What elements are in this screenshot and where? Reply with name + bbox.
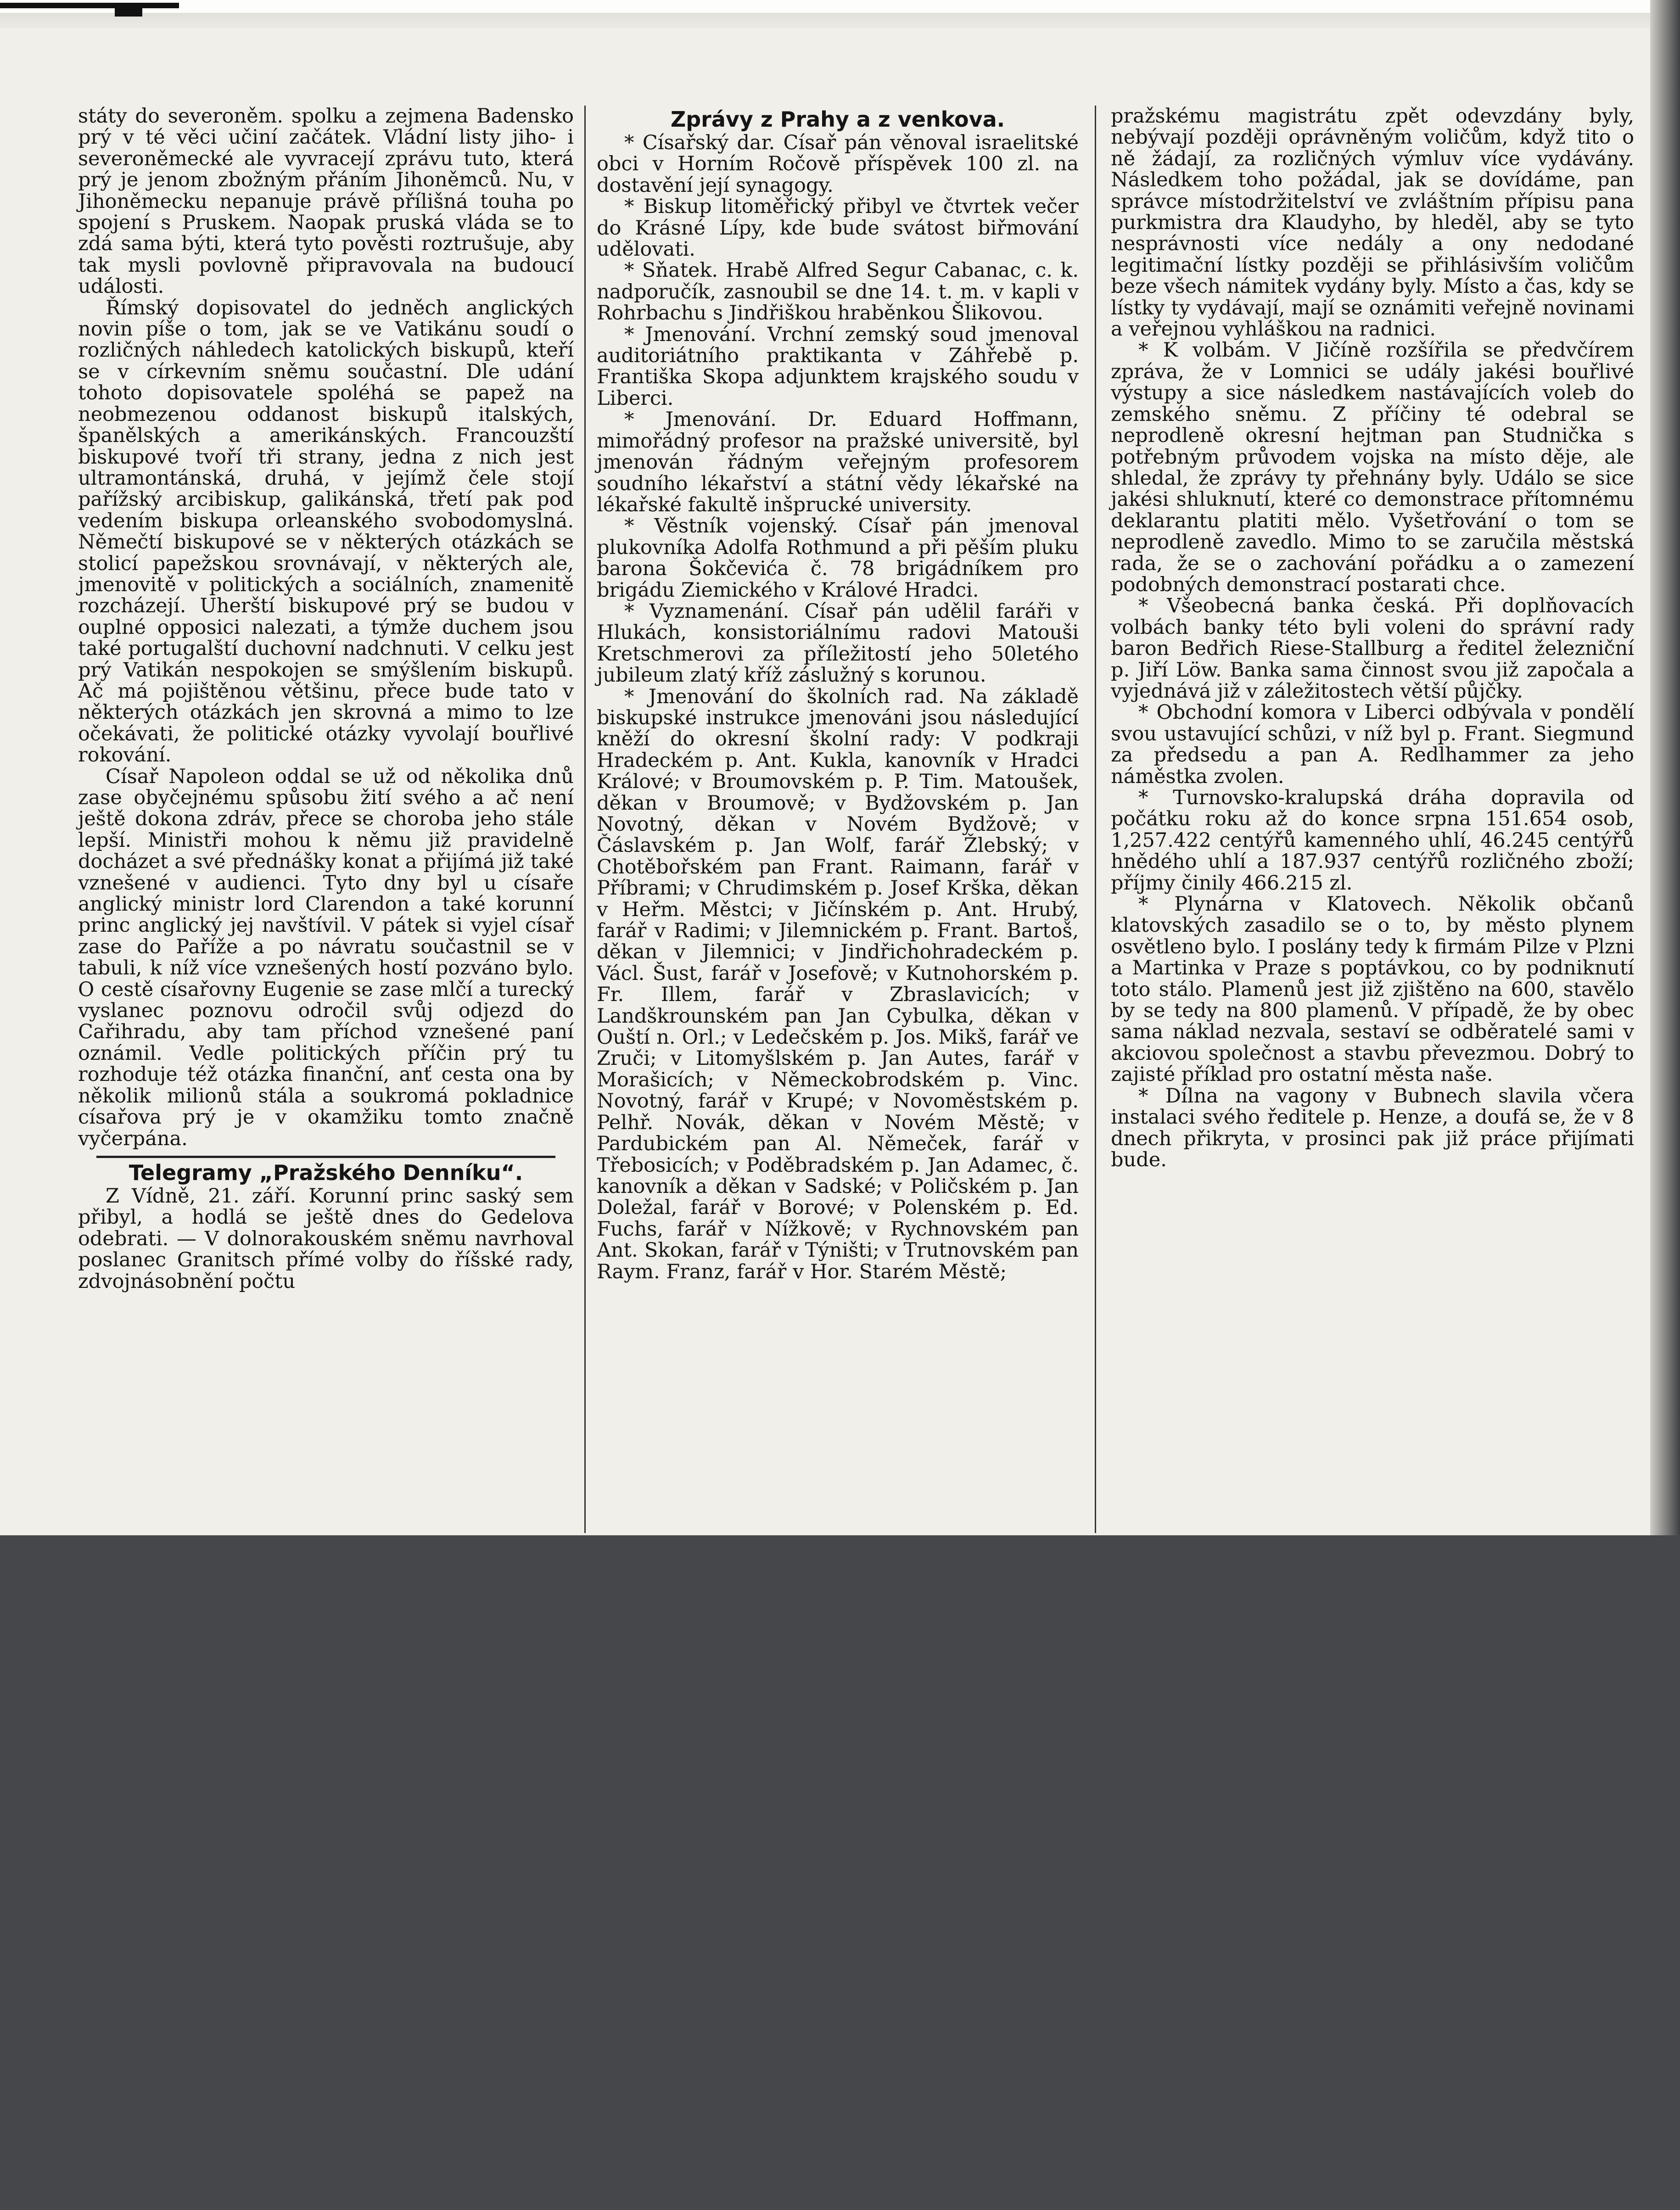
col2-item-3: * Sňatek. Hrabě Alfred Segur Cabanac, c. k. nadporučík, zasnoubil se dne 14. t. m. v kapli v Rohrbachu s Jindřiškou hraběnkou Šlikovou.	[597, 259, 1079, 325]
col2-item-2: * Biskup litoměřický přibyl ve čtvrtek večer do Krásné Lípy, kde bude svátost biřmování udělovati.	[597, 195, 1079, 261]
col2-item-6: * Věstník vojenský. Císař pán jmenoval plukovníka Adolfa Rothmund a při pěším pluku barona Šokčevića č. 78 brigádníkem pro brigádu Ziemického v Králové Hradci.	[597, 515, 1079, 602]
scan-edge-mark	[0, 3, 179, 8]
column-divider-2	[1095, 106, 1096, 1533]
col3-item-5: * Plynárna v Klatovech. Několik občanů klatovských zasadilo se o to, by město plynem osvětleno bylo. I poslány tedy k firmám Pilze v Plzni a Martinka v Praze s poptávkou, co by podniknutí toto stálo. Plamenů jest již zjištěno na 600, stavělo by se tedy na 800 plamenů. V případě, že by obec sama náklad nezvala, sestaví se odběratelé sami v akciovou společnost a stavbu převezmou. Dobrý to zajisté příklad pro ostatní města naše.	[1111, 893, 1634, 1086]
page-right-edge-shadow	[1650, 0, 1680, 1535]
col3-item-2: * Všeobecná banka česká. Při doplňovacích volbách banky této byli voleni do správní rady baron Bedřich Riese-Stallburg a ředitel železniční p. Jiří Löw. Banka sama činnost svou již započala a vyjednává již v záležitostech větší půjčky.	[1111, 594, 1634, 703]
col3-item-1: * K volbám. V Jičíně rozšířila se předvčírem zpráva, že v Lomnici se udály jakési bouřlivé výstupy a sice následkem nastávajících voleb do zemského sněmu. Z příčiny té odebral se neprodleně okresní hejtman pan Studnička s potřebným průvodem vojska na místo děje, ale shledal, že zprávy ty přehnány byly. Událo se sice jakési shluknutí, které co demonstrace přítomnému deklarantu platiti mělo. Vyšetřování o tom se neprodleně zavedlo. Mimo to se zaručila městská rada, že se o zachování pořádku a o zamezení podobných demonstrací postarati chce.	[1111, 339, 1634, 596]
news-heading: Zprávy z Prahy a z venkova.	[670, 107, 1005, 132]
col3-item-4: * Turnovsko-kralupská dráha dopravila od počátku roku až do konce srpna 151.654 osob, 1,257.422 centýřů kamenného uhlí, 46.245 centýřů hnědého uhlí a 187.937 centýřů rozličného zboží; příjmy činily 466.215 zl.	[1111, 786, 1634, 895]
column-1	[78, 106, 574, 1292]
col2-item-7: * Vyznamenání. Císař pán udělil faráři v Hlukách, konsistoriálnímu radovi Matouši Kretschmerovi za příležitostí jeho 50letého jubileum zlatý kříž záslužný s korunou.	[597, 599, 1079, 687]
scan-edge-mark-2	[115, 6, 142, 17]
col3-item-6: * Dílna na vagony v Bubnech slavila včera instalaci svého ředitele p. Henze, a doufá se, že v 8 dnech přikryta, v prosinci pak již práce přijímati bude.	[1111, 1084, 1634, 1171]
column-divider-1	[584, 106, 586, 1533]
col2-item-8: * Jmenování do školních rad. Na základě biskupské instrukce jmenováni jsou následující kněží do okresní školní rady: V podkraji Hradeckém p. Ant. Kukla, kanovník v Hradci Králové; v Broumovském p. P. Tim. Matoušek, děkan v Broumově; v Bydžovském p. Jan Novotný, děkan v Novém Bydžově; v Čáslavském p. Jan Wolf, farář Žlebský; v Chotěbořském pan Frant. Raimann, farář v Příbrami; v Chrudimském p. Josef Krška, děkan v Heřm. Městci; v Jičínském p. Ant. Hrubý, farář v Radimi; v Jilemnickém p. Frant. Bartoš, děkan v Jilemnici; v Jindřichohradeckém p. Václ. Šust, farář v Josefově; v Kutnohorském p. Fr. Illem, farář v Zbraslavicích; v Landškrounském pan Jan Cybulka, děkan v Ouští n. Orl.; v Ledečském p. Jos. Mikš, farář ve Zruči; v Litomyšlském p. Jan Autes, farář v Morašicích; v Německobrodském p. Vinc. Novotný, farář v Krupé; v Novoměstském p. Pelhř. Novák, děkan v Novém Městě; v Pardubickém pan Al. Němeček, farář v Třebosicích; v Poděbradském p. Jan Adamec, č. kanovník a děkan v Sadské; v Poličském p. Jan Doležal, farář v Borové; v Polenském p. Ed. Fuchs, farář v Nížkově; v Rychnovském pan Ant. Skokan, farář v Týništi; v Trutnovském pan Raym. Franz, farář v Hor. Starém Městě;	[597, 685, 1079, 1283]
column-2	[597, 106, 1079, 1282]
section-rule	[96, 1156, 555, 1158]
scan-top-strip	[0, 0, 1680, 13]
dark-background	[0, 1535, 1680, 2210]
column-3	[1111, 106, 1634, 1170]
col2-item-5: * Jmenování. Dr. Eduard Hoffmann, mimořádný profesor na pražské universitě, byl jmenován řádným veřejným profesorem soudního lékařství a státní vědy lékařské na lékařské fakultě inšprucké university.	[597, 408, 1079, 516]
telegrams-heading: Telegramy „Pražského Denníku“.	[129, 1160, 523, 1185]
col2-item-4: * Jmenování. Vrchní zemský soud jmenoval auditoriátního praktikanta v Záhřebě p. Františka Skopa adjunktem krajského soudu v Liberci.	[597, 323, 1079, 410]
col3-item-3: * Obchodní komora v Liberci odbývala v pondělí svou ustavující schůzi, v níž byl p. Frant. Siegmund za předsedu a pan A. Redlhammer za jeho náměstka zvolen.	[1111, 701, 1634, 788]
col2-item-1: * Císařský dar. Císař pán věnoval israelitské obci v Horním Ročově příspěvek 100 zl. na dostavění její synagogy.	[597, 131, 1079, 197]
col1-paragraph-2: Římský dopisovatel do jedněch anglických novin píše o tom, jak se ve Vatikánu soudí o rozličných náhledech katolických biskupů, kteří se v církevním sněmu součastní. Dle udání tohoto dopisovatele spoléhá se papež na neobmezenou oddanost biskupů italských, španělských a amerikánských. Francouzští biskupové tvoří tři strany, jedna z nich jest ultramontánská, druhá, v jejímž čele stojí pařížský arcibiskup, galikánská, třetí pak pod vedením biskupa orleanského svobodomyslná. Němečtí biskupové se v některých otázkách se stolicí papežskou srovnávají, v některých ale, jmenovitě v politických a sociálních, znamenitě rozcházejí. Uherští biskupové prý se budou v ouplné opposici nalezati, a týmže duchem jsou také portugalští duchovní nadchnuti. V celku jest prý Vatikán nespokojen se smýšlením biskupů. Ač má pojištěnou většinu, přece bude tato v některých otázkách jen skrovná a mimo to lze očekávati, že politické otázky vyvolají bouřlivé rokování.	[78, 296, 574, 767]
col1-paragraph-1: státy do severoněm. spolku a zejmena Badensko prý v té věci učiní začátek. Vládní listy jiho- i severoněmecké ale vyvracejí zprávu tuto, která prý je jenom zbožným přáním Jihoněmců. Nu, v Jihoněmecku nepanuje právě přílišná touha po spojení s Pruskem. Naopak pruská vláda se to zdá sama býti, která tyto pověsti roztrušuje, aby tak mysli povlovně připravovala na budoucí události.	[78, 105, 574, 298]
col3-paragraph-1: pražskému magistrátu zpět odevzdány byly, nebývají později oprávněným voličům, když tito o ně žádají, za rozličných výmluv více vydávány. Následkem toho požádal, jak se dovídáme, pan správce místodržitelství ve zvláštním přípisu pana purkmistra dra Klaudyho, by hleděl, aby se tyto nesprávnosti více nedály a ony nedodané legitimační lístky později se přihlásivším voličům beze všech námitek vydány byly. Místo a čas, kdy se lístky ty vydávají, mají se oznámiti veřejně novinami a veřejnou vyhláškou na radnici.	[1111, 105, 1634, 341]
col1-paragraph-3: Císař Napoleon oddal se už od několika dnů zase obyčejnému spůsobu žití svého a ač není ještě dokona zdráv, přece se choroba jeho stále lepší. Ministři mohou k němu již pravidelně docházet a své přednášky konat a přijímá již také vznešené v audienci. Tyto dny byl u císaře anglický ministr lord Clarendon a také korunní princ anglický jej navštívil. V pátek si vyjel císař zase do Paříže a po návratu součastnil se v tabuli, k níž více vznešených hostí pozváno bylo. O cestě císařovny Eugenie se zase mlčí a turecký vyslanec poznovu odročil svůj odjezd do Cařihradu, aby tam příchod vznešené paní oznámil. Vedle politických příčin prý tu rozhoduje též otázka finanční, anť cesta ona by několik milionů stála a soukromá pokladnice císařova prý je v okamžiku tomto značně vyčerpána.	[78, 765, 574, 1150]
col1-paragraph-4: Z Vídně, 21. září. Korunní princ saský sem přibyl, a hodlá se ještě dnes do Gedelova odebrati. — V dolnorakouském sněmu navrhoval poslanec Granitsch přímé volby do říšské rady, zdvojnásobnění počtu	[78, 1184, 574, 1293]
